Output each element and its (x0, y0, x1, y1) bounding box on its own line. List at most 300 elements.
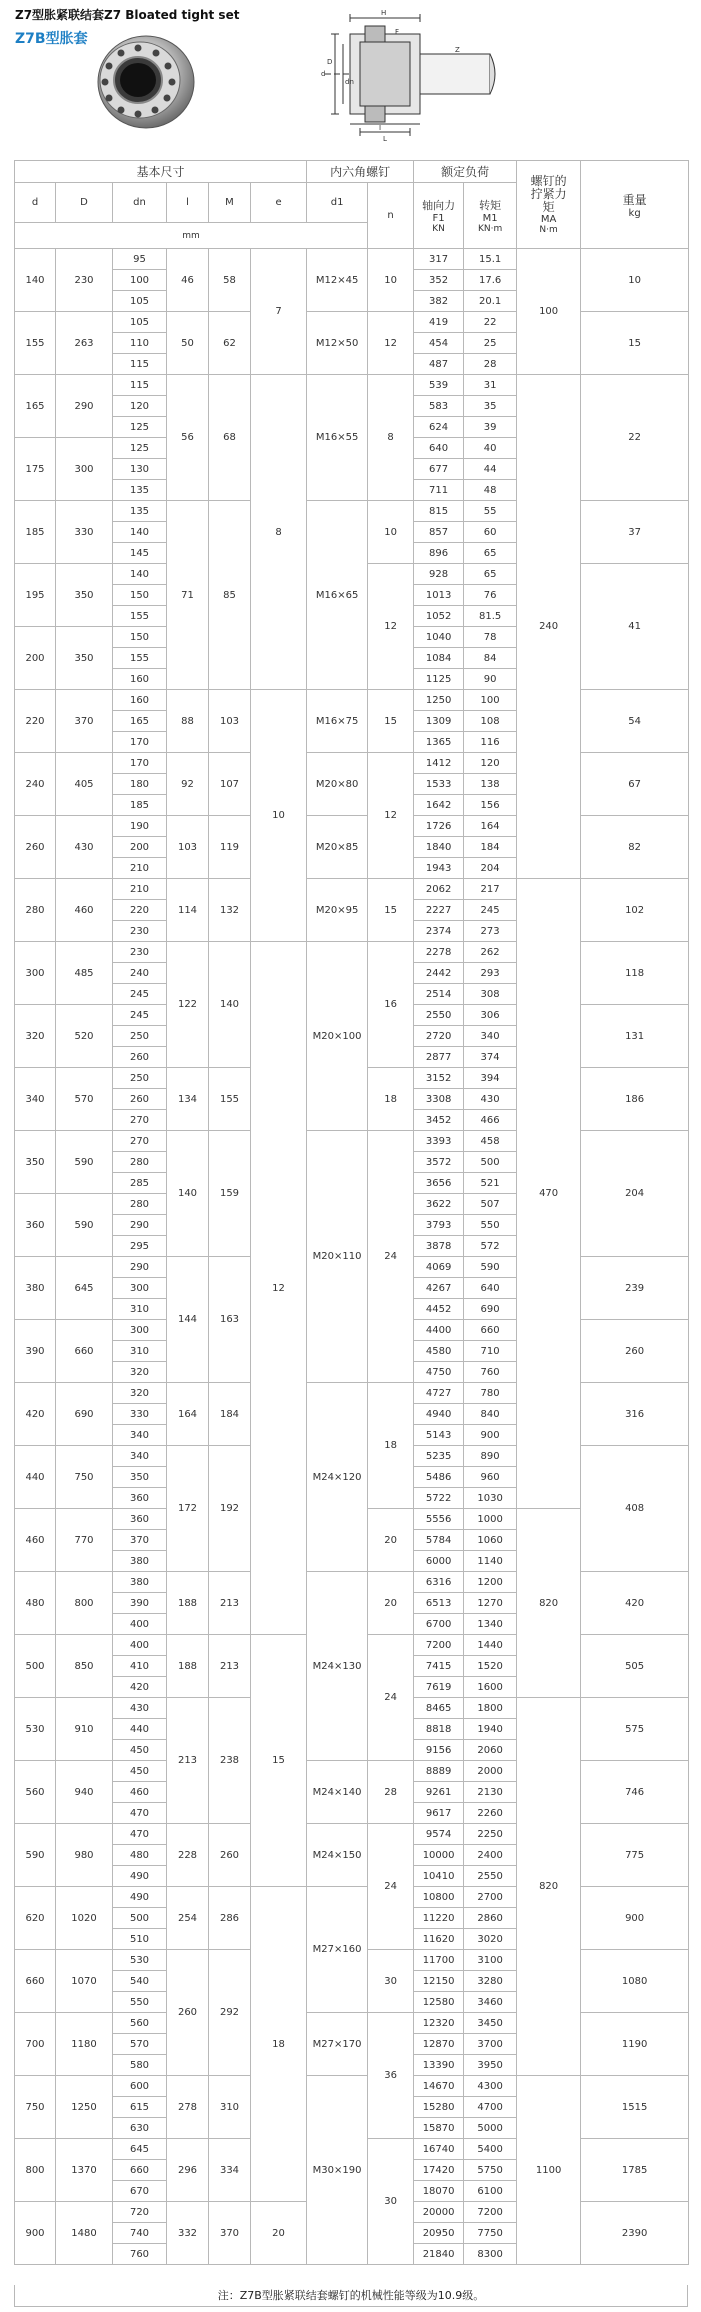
cell-ma: 820 (517, 1509, 581, 1698)
cell-m1: 204 (464, 858, 517, 879)
cell-m1: 458 (464, 1131, 517, 1152)
cell-d: 1020 (56, 1887, 113, 1950)
table-row (15, 942, 689, 963)
cell-ma: 820 (517, 1698, 581, 2076)
cell-dn: 490 (113, 1866, 167, 1887)
cell-m: 107 (209, 753, 251, 816)
cell-d: 290 (56, 375, 113, 438)
cell-dn: 135 (113, 501, 167, 522)
cell-dn: 155 (113, 606, 167, 627)
cell-dn: 170 (113, 732, 167, 753)
cell-weight: 239 (581, 1257, 689, 1320)
cell-d1: M20×100 (307, 942, 368, 1131)
cell-n: 15 (368, 879, 414, 942)
cell-f1: 4940 (414, 1404, 464, 1425)
cell-d: 140 (15, 249, 56, 312)
table-row (15, 1887, 689, 1908)
header-ma-unit: N·m (539, 224, 558, 235)
cell-m1: 5750 (464, 2160, 517, 2181)
cell-d1: M16×65 (307, 501, 368, 690)
cell-m: 192 (209, 1446, 251, 1572)
cell-m1: 28 (464, 354, 517, 375)
cell-dn: 400 (113, 1635, 167, 1656)
cell-m: 119 (209, 816, 251, 879)
cell-m1: 308 (464, 984, 517, 1005)
cell-d: 330 (56, 501, 113, 564)
cell-m1: 55 (464, 501, 517, 522)
cell-n: 18 (368, 1383, 414, 1509)
cell-m: 155 (209, 1068, 251, 1131)
cell-m1: 20.1 (464, 291, 517, 312)
cell-f1: 16740 (414, 2139, 464, 2160)
cell-f1: 4267 (414, 1278, 464, 1299)
cell-d: 350 (56, 627, 113, 690)
cell-d1: M12×45 (307, 249, 368, 312)
cell-f1: 4452 (414, 1299, 464, 1320)
cell-d1: M20×110 (307, 1131, 368, 1383)
cell-d: 260 (15, 816, 56, 879)
cell-f1: 12580 (414, 1992, 464, 2013)
cell-m1: 3700 (464, 2034, 517, 2055)
cell-m1: 3460 (464, 1992, 517, 2013)
cell-d: 940 (56, 1761, 113, 1824)
cell-f1: 928 (414, 564, 464, 585)
header-torque (464, 183, 517, 249)
cell-dn: 200 (113, 837, 167, 858)
cell-d: 1250 (56, 2076, 113, 2139)
cell-f1: 711 (414, 480, 464, 501)
cell-m1: 2000 (464, 1761, 517, 1782)
cell-d: 300 (15, 942, 56, 1005)
cell-e: 7 (251, 249, 307, 375)
cell-f1: 419 (414, 312, 464, 333)
cell-f1: 14670 (414, 2076, 464, 2097)
cell-dn: 180 (113, 774, 167, 795)
cell-f1: 20000 (414, 2202, 464, 2223)
cell-dn: 390 (113, 1593, 167, 1614)
cell-f1: 317 (414, 249, 464, 270)
header-weight-unit: kg (628, 207, 641, 219)
cell-l: 140 (167, 1131, 209, 1257)
cell-dn: 350 (113, 1467, 167, 1488)
cell-d: 750 (56, 1446, 113, 1509)
cell-m1: 430 (464, 1089, 517, 1110)
cell-weight: 102 (581, 879, 689, 942)
cell-weight: 54 (581, 690, 689, 753)
header-axial-force (414, 183, 464, 249)
cell-n: 24 (368, 1824, 414, 1950)
cell-e: 20 (251, 2202, 307, 2265)
cell-m1: 2550 (464, 1866, 517, 1887)
cell-f1: 1533 (414, 774, 464, 795)
cell-d: 230 (56, 249, 113, 312)
cell-m1: 1600 (464, 1677, 517, 1698)
cell-dn: 245 (113, 1005, 167, 1026)
cell-m1: 1000 (464, 1509, 517, 1530)
cell-f1: 7415 (414, 1656, 464, 1677)
cell-weight: 204 (581, 1131, 689, 1257)
cell-weight: 131 (581, 1005, 689, 1068)
cell-f1: 6513 (414, 1593, 464, 1614)
cell-m1: 164 (464, 816, 517, 837)
cell-m1: 245 (464, 900, 517, 921)
cell-weight: 82 (581, 816, 689, 879)
cell-d: 460 (56, 879, 113, 942)
cell-d: 175 (15, 438, 56, 501)
cell-n: 12 (368, 564, 414, 690)
cell-dn: 290 (113, 1215, 167, 1236)
cell-weight: 186 (581, 1068, 689, 1131)
cell-f1: 8465 (414, 1698, 464, 1719)
cell-d: 350 (15, 1131, 56, 1194)
cell-dn: 760 (113, 2244, 167, 2265)
cell-l: 88 (167, 690, 209, 753)
cell-dn: 300 (113, 1278, 167, 1299)
cell-f1: 15870 (414, 2118, 464, 2139)
cell-weight: 505 (581, 1635, 689, 1698)
cell-m1: 1940 (464, 1719, 517, 1740)
cell-dn: 320 (113, 1362, 167, 1383)
cell-m1: 890 (464, 1446, 517, 1467)
cell-m1: 138 (464, 774, 517, 795)
cell-f1: 4580 (414, 1341, 464, 1362)
table-row (15, 753, 689, 774)
table-row (15, 2076, 689, 2097)
cell-m1: 4300 (464, 2076, 517, 2097)
cell-f1: 5784 (414, 1530, 464, 1551)
cell-dn: 410 (113, 1656, 167, 1677)
cell-d: 980 (56, 1824, 113, 1887)
cell-dn: 420 (113, 1677, 167, 1698)
cell-d: 1370 (56, 2139, 113, 2202)
cell-dn: 670 (113, 2181, 167, 2202)
cell-m: 163 (209, 1257, 251, 1383)
cell-d: 750 (15, 2076, 56, 2139)
cell-m: 213 (209, 1635, 251, 1698)
cell-d: 340 (15, 1068, 56, 1131)
cell-f1: 2374 (414, 921, 464, 942)
spec-table-body (15, 249, 689, 2265)
cell-dn: 270 (113, 1131, 167, 1152)
cell-n: 16 (368, 942, 414, 1068)
cell-dn: 615 (113, 2097, 167, 2118)
dim-label-d: d (321, 70, 326, 78)
cell-m1: 306 (464, 1005, 517, 1026)
cell-n: 20 (368, 1509, 414, 1572)
dim-label-z: Z (455, 46, 460, 54)
cell-dn: 560 (113, 2013, 167, 2034)
cell-dn: 310 (113, 1299, 167, 1320)
cell-d1: M27×170 (307, 2013, 368, 2076)
cell-d: 360 (15, 1194, 56, 1257)
cell-f1: 1726 (414, 816, 464, 837)
cell-dn: 250 (113, 1026, 167, 1047)
cell-dn: 160 (113, 690, 167, 711)
cell-dn: 360 (113, 1488, 167, 1509)
page-title: Z7型胀紧联结套Z7 Bloated tight set (15, 8, 240, 22)
cell-m1: 108 (464, 711, 517, 732)
cell-f1: 12870 (414, 2034, 464, 2055)
cell-m1: 2700 (464, 1887, 517, 1908)
cell-weight: 1080 (581, 1950, 689, 2013)
table-row (15, 1761, 689, 1782)
cell-dn: 245 (113, 984, 167, 1005)
header-axial-unit: KN (432, 224, 445, 234)
cell-f1: 12150 (414, 1971, 464, 1992)
cell-d1: M27×160 (307, 1887, 368, 2013)
cell-m1: 660 (464, 1320, 517, 1341)
cell-f1: 454 (414, 333, 464, 354)
cell-f1: 3878 (414, 1236, 464, 1257)
cell-l: 56 (167, 375, 209, 501)
cell-d: 220 (15, 690, 56, 753)
cell-dn: 480 (113, 1845, 167, 1866)
cell-f1: 2514 (414, 984, 464, 1005)
cell-l: 188 (167, 1635, 209, 1698)
cell-m1: 5400 (464, 2139, 517, 2160)
cell-m1: 76 (464, 585, 517, 606)
cell-d: 530 (15, 1698, 56, 1761)
header-d1: d1 (307, 183, 368, 223)
cell-dn: 720 (113, 2202, 167, 2223)
cell-d: 350 (56, 564, 113, 627)
cell-m1: 840 (464, 1404, 517, 1425)
cell-d: 480 (15, 1572, 56, 1635)
cell-d: 570 (56, 1068, 113, 1131)
cell-m1: 7750 (464, 2223, 517, 2244)
cell-f1: 3393 (414, 1131, 464, 1152)
header-screw: 内六角螺钉 (307, 161, 414, 183)
dim-label-i: I (379, 124, 382, 132)
cell-weight: 118 (581, 942, 689, 1005)
cell-m1: 2130 (464, 1782, 517, 1803)
cell-ma: 100 (517, 249, 581, 375)
cell-f1: 20950 (414, 2223, 464, 2244)
cell-dn: 250 (113, 1068, 167, 1089)
cell-f1: 2227 (414, 900, 464, 921)
header-M: M (209, 183, 251, 223)
cell-dn: 240 (113, 963, 167, 984)
cell-f1: 4400 (414, 1320, 464, 1341)
cell-m1: 22 (464, 312, 517, 333)
header-d: d (15, 183, 56, 223)
cell-m1: 760 (464, 1362, 517, 1383)
cell-f1: 12320 (414, 2013, 464, 2034)
cell-m1: 4700 (464, 2097, 517, 2118)
header-D: D (56, 183, 113, 223)
cell-d: 460 (15, 1509, 56, 1572)
cell-f1: 640 (414, 438, 464, 459)
cell-dn: 230 (113, 942, 167, 963)
cell-m1: 1030 (464, 1488, 517, 1509)
cell-d: 800 (56, 1572, 113, 1635)
cell-d1: M24×150 (307, 1824, 368, 1887)
cell-dn: 150 (113, 627, 167, 648)
cell-l: 260 (167, 1950, 209, 2076)
cell-f1: 3308 (414, 1089, 464, 1110)
cell-d: 645 (56, 1257, 113, 1320)
cell-l: 46 (167, 249, 209, 312)
cell-f1: 1365 (414, 732, 464, 753)
header-weight-label: 重量 (622, 192, 647, 207)
cell-d1: M20×80 (307, 753, 368, 816)
cell-d1: M12×50 (307, 312, 368, 375)
cell-m1: 1520 (464, 1656, 517, 1677)
cell-f1: 2062 (414, 879, 464, 900)
cell-d: 405 (56, 753, 113, 816)
cell-weight: 408 (581, 1446, 689, 1572)
cell-m1: 120 (464, 753, 517, 774)
cell-dn: 105 (113, 312, 167, 333)
cell-m1: 1270 (464, 1593, 517, 1614)
cell-f1: 1309 (414, 711, 464, 732)
cell-m1: 5000 (464, 2118, 517, 2139)
cell-f1: 11220 (414, 1908, 464, 1929)
cell-dn: 120 (113, 396, 167, 417)
header-unit-mm: mm (15, 223, 368, 249)
cell-d: 590 (56, 1194, 113, 1257)
table-row (15, 375, 689, 396)
cell-f1: 3452 (414, 1110, 464, 1131)
cell-l: 172 (167, 1446, 209, 1572)
cell-dn: 155 (113, 648, 167, 669)
cell-dn: 340 (113, 1425, 167, 1446)
cell-f1: 2550 (414, 1005, 464, 1026)
cell-m1: 394 (464, 1068, 517, 1089)
cell-m1: 217 (464, 879, 517, 900)
cell-l: 332 (167, 2202, 209, 2265)
cell-l: 50 (167, 312, 209, 375)
cell-m1: 640 (464, 1278, 517, 1299)
cell-m1: 710 (464, 1341, 517, 1362)
cell-dn: 320 (113, 1383, 167, 1404)
cell-f1: 624 (414, 417, 464, 438)
cell-dn: 110 (113, 333, 167, 354)
cell-d: 380 (15, 1257, 56, 1320)
cell-e: 18 (251, 1887, 307, 2202)
header-torque-label: 转矩 (479, 199, 502, 212)
cell-dn: 125 (113, 438, 167, 459)
cell-f1: 896 (414, 543, 464, 564)
cell-m: 103 (209, 690, 251, 753)
cell-m: 260 (209, 1824, 251, 1887)
cell-f1: 3793 (414, 1215, 464, 1236)
header-axial-symbol: F1 (432, 213, 445, 224)
dim-label-l: L (383, 135, 387, 143)
cell-e: 12 (251, 942, 307, 1635)
cell-dn: 270 (113, 1110, 167, 1131)
cell-l: 278 (167, 2076, 209, 2139)
cell-f1: 2720 (414, 1026, 464, 1047)
cell-weight: 22 (581, 375, 689, 501)
cell-f1: 15280 (414, 2097, 464, 2118)
cell-d: 800 (15, 2139, 56, 2202)
cell-d1: M16×75 (307, 690, 368, 753)
cell-f1: 8818 (414, 1719, 464, 1740)
dim-label-D: D (327, 58, 333, 66)
cell-d: 910 (56, 1698, 113, 1761)
cell-dn: 490 (113, 1887, 167, 1908)
cell-weight: 316 (581, 1383, 689, 1446)
cell-f1: 2877 (414, 1047, 464, 1068)
cell-f1: 5143 (414, 1425, 464, 1446)
cell-d: 1070 (56, 1950, 113, 2013)
cell-f1: 1013 (414, 585, 464, 606)
cell-m1: 2860 (464, 1908, 517, 1929)
cell-m: 213 (209, 1572, 251, 1635)
cell-d1: M24×120 (307, 1383, 368, 1572)
cell-d1: M24×130 (307, 1572, 368, 1761)
cell-dn: 295 (113, 1236, 167, 1257)
cell-dn: 645 (113, 2139, 167, 2160)
header-area (0, 0, 701, 160)
cell-f1: 11700 (414, 1950, 464, 1971)
cell-m1: 507 (464, 1194, 517, 1215)
cell-dn: 450 (113, 1761, 167, 1782)
cell-f1: 9261 (414, 1782, 464, 1803)
cell-dn: 430 (113, 1698, 167, 1719)
cell-m1: 550 (464, 1215, 517, 1236)
cell-f1: 10800 (414, 1887, 464, 1908)
cell-dn: 145 (113, 543, 167, 564)
cell-dn: 380 (113, 1551, 167, 1572)
cell-dn: 210 (113, 858, 167, 879)
cell-f1: 5722 (414, 1488, 464, 1509)
cell-dn: 460 (113, 1782, 167, 1803)
cell-dn: 500 (113, 1908, 167, 1929)
cell-n: 24 (368, 1635, 414, 1761)
cell-m1: 780 (464, 1383, 517, 1404)
cell-f1: 6700 (414, 1614, 464, 1635)
cell-d: 560 (15, 1761, 56, 1824)
cell-n: 8 (368, 375, 414, 501)
cell-m1: 340 (464, 1026, 517, 1047)
cell-dn: 140 (113, 564, 167, 585)
cell-l: 164 (167, 1383, 209, 1446)
cell-d1: M24×140 (307, 1761, 368, 1824)
header-weight (581, 161, 689, 249)
cell-weight: 775 (581, 1824, 689, 1887)
cell-f1: 11620 (414, 1929, 464, 1950)
cell-d: 165 (15, 375, 56, 438)
cell-d: 1480 (56, 2202, 113, 2265)
table-row (15, 1131, 689, 1152)
cell-dn: 550 (113, 1992, 167, 2013)
cell-weight: 746 (581, 1761, 689, 1824)
table-row (15, 1383, 689, 1404)
cell-f1: 352 (414, 270, 464, 291)
cell-d: 155 (15, 312, 56, 375)
cell-m1: 374 (464, 1047, 517, 1068)
cell-dn: 600 (113, 2076, 167, 2097)
cell-l: 228 (167, 1824, 209, 1887)
header-dn: dn (113, 183, 167, 223)
dim-label-f: F (395, 28, 400, 36)
cell-weight: 67 (581, 753, 689, 816)
cell-dn: 105 (113, 291, 167, 312)
cell-m: 159 (209, 1131, 251, 1257)
cell-dn: 100 (113, 270, 167, 291)
cell-f1: 382 (414, 291, 464, 312)
cell-dn: 160 (113, 669, 167, 690)
cell-m1: 90 (464, 669, 517, 690)
cell-m1: 1060 (464, 1530, 517, 1551)
cell-d: 195 (15, 564, 56, 627)
cell-f1: 7200 (414, 1635, 464, 1656)
cell-d: 185 (15, 501, 56, 564)
cell-f1: 13390 (414, 2055, 464, 2076)
cell-dn: 380 (113, 1572, 167, 1593)
